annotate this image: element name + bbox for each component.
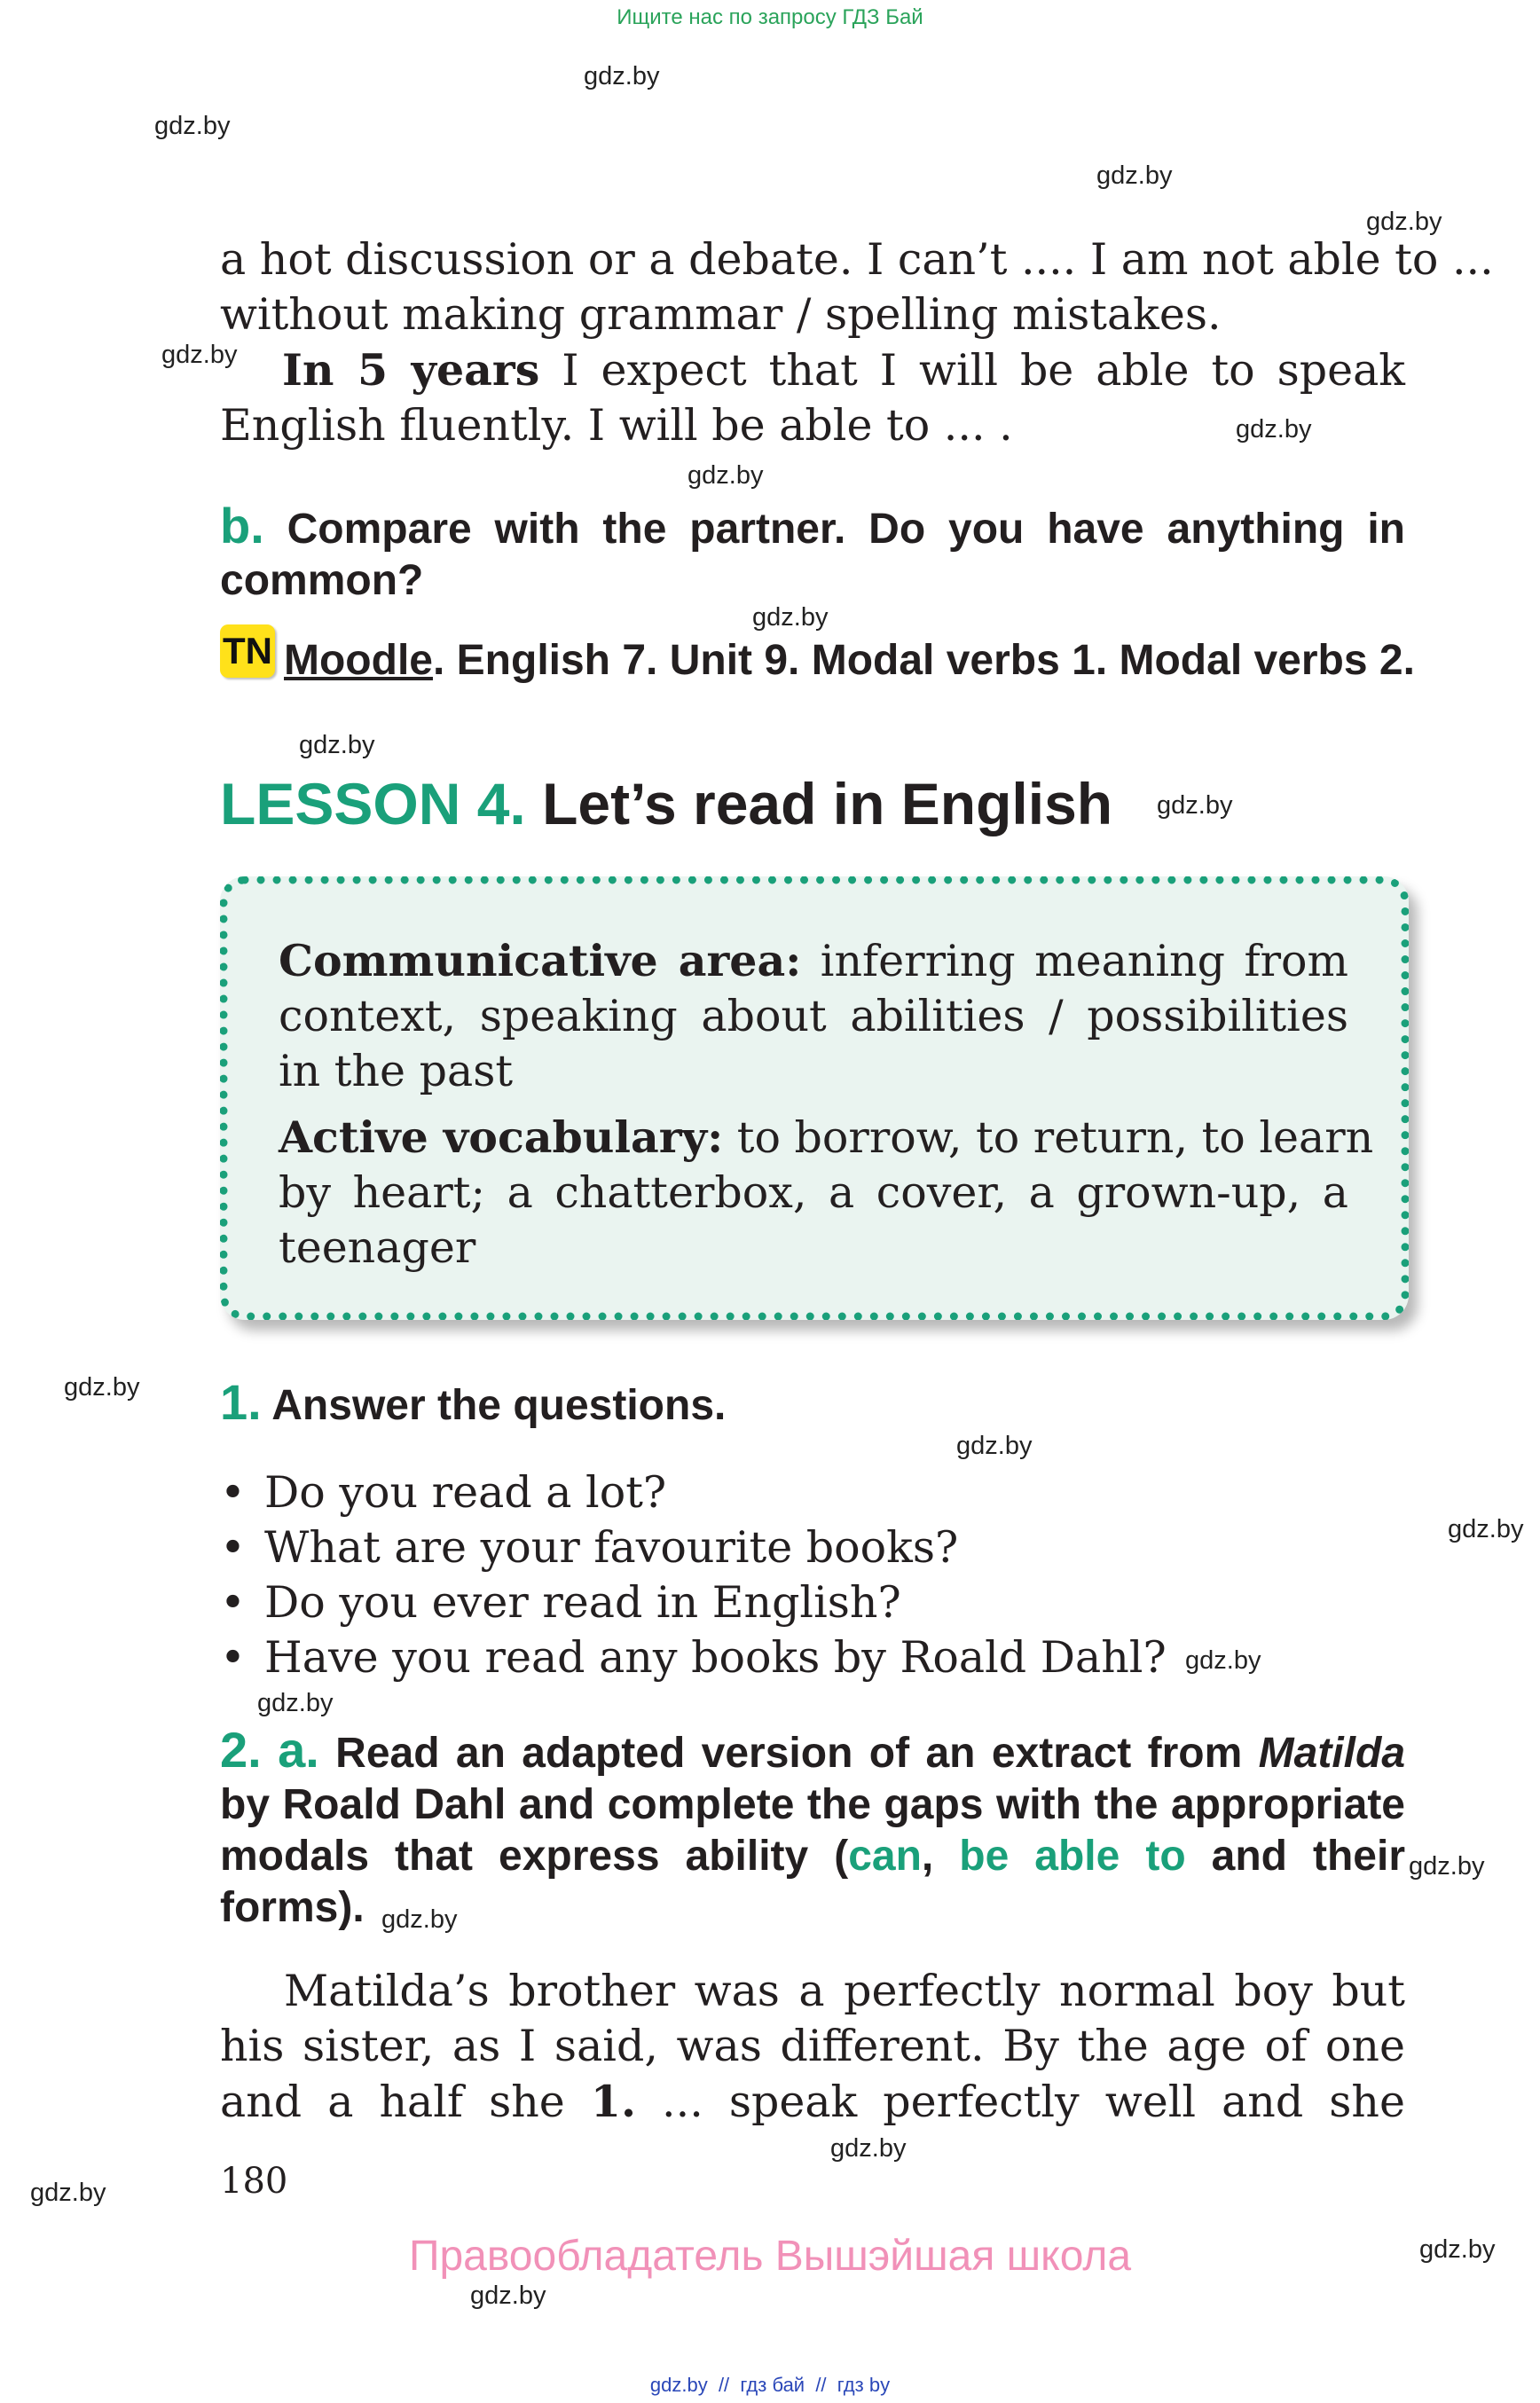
watermark: gdz.by — [64, 1373, 140, 1402]
task-2a: 2. a. Read an adapted version of an extract from Matilda by Roald Dahl and complete the gaps with the appropriate modals that express ability (can, be able to and their forms). — [220, 1722, 1406, 1931]
copyright: Правообладатель Вышэйшая школа — [408, 2233, 1132, 2280]
active-vocabulary-label: Active vocabulary: — [279, 1111, 724, 1163]
watermark: gdz.by — [161, 341, 238, 369]
watermark: gdz.by — [956, 1432, 1033, 1460]
watermark: gdz.by — [1419, 2235, 1496, 2264]
list-item: • Do you read a lot? — [220, 1465, 1167, 1520]
lesson-heading — [220, 770, 1112, 837]
modal-be-able-to: be able to — [959, 1833, 1186, 1880]
task-1-instruction: Answer the questions. — [271, 1382, 727, 1429]
watermark: gdz.by — [257, 1689, 334, 1717]
communicative-area-label: Communicative area: — [279, 935, 802, 986]
watermark: gdz.by — [1448, 1515, 1524, 1543]
watermark: gdz.by — [830, 2134, 907, 2163]
passage: Matilda’s brother was a perfectly normal boy but his sister, as I said, was different. By the age of one and a half she 1. ... speak perfectly well and she — [220, 1966, 1405, 2127]
task-1-number: 1. — [220, 1374, 262, 1430]
watermark: gdz.by — [752, 603, 829, 632]
watermark: gdz.by — [154, 112, 231, 140]
intro-line: without making grammar / spelling mistakes. — [220, 289, 1222, 340]
question-list — [220, 1465, 1167, 1685]
task-b: b. Compare with the partner. Do you have anything in common? — [220, 498, 1406, 604]
moodle-line: Moodle. English 7. Unit 9. Modal verbs 1. Modal verbs 2. — [284, 637, 1415, 684]
watermark: gdz.by — [1409, 1852, 1485, 1881]
intro-paragraph — [220, 232, 1494, 453]
watermark: gdz.by — [381, 1905, 458, 1934]
list-item: • Do you ever read in English? — [220, 1575, 1167, 1630]
watermark: gdz.by — [1096, 161, 1173, 190]
watermark: gdz.by — [1236, 415, 1312, 444]
list-item: • Have you read any books by Roald Dahl? — [220, 1630, 1167, 1685]
list-item: • What are your favourite books? — [220, 1520, 1167, 1575]
watermark: gdz.by — [688, 461, 764, 490]
intro-bold: In 5 years — [282, 344, 540, 396]
task-b-letter: b. — [220, 498, 264, 554]
watermark: gdz.by — [1157, 791, 1233, 820]
intro-line: English fluently. I will be able to ... . — [220, 400, 1013, 451]
gap-number: 1. — [590, 2076, 636, 2127]
lesson-title: Let’s read in English — [542, 771, 1113, 836]
moodle-link[interactable]: Moodle — [284, 637, 433, 684]
tn-icon: TN — [220, 624, 275, 678]
watermark: gdz.by — [299, 731, 375, 759]
footer: gdz.by // гдз бай // гдз by — [649, 2374, 891, 2396]
watermark: gdz.by — [30, 2179, 106, 2207]
modal-can: can — [848, 1833, 922, 1880]
intro-line: In 5 years I expect that I will be able to speak — [220, 342, 1405, 398]
task-2-letter: a. — [278, 1722, 319, 1778]
lesson-label: LESSON 4. — [220, 771, 526, 836]
task-2-number: 2. — [220, 1722, 262, 1778]
watermark: gdz.by — [1185, 1646, 1261, 1675]
page-number: 180 — [220, 2161, 288, 2202]
watermark: gdz.by — [584, 62, 660, 90]
task-1 — [220, 1374, 727, 1432]
watermark: gdz.by — [1366, 208, 1442, 236]
top-banner: Ищите нас по запросу ГДЗ Бай — [617, 5, 923, 29]
watermark: gdz.by — [470, 2281, 546, 2310]
info-box-content: Communicative area: inferring meaning from context, speaking about abilities / possibilities in the past Active vocabulary: to borrow, to return, to learn by heart; a chatterbox, a cover, a grown-up, a teenager — [279, 935, 1374, 1273]
intro-line: a hot discussion or a debate. I can’t .... I am not able to ... — [220, 234, 1494, 285]
